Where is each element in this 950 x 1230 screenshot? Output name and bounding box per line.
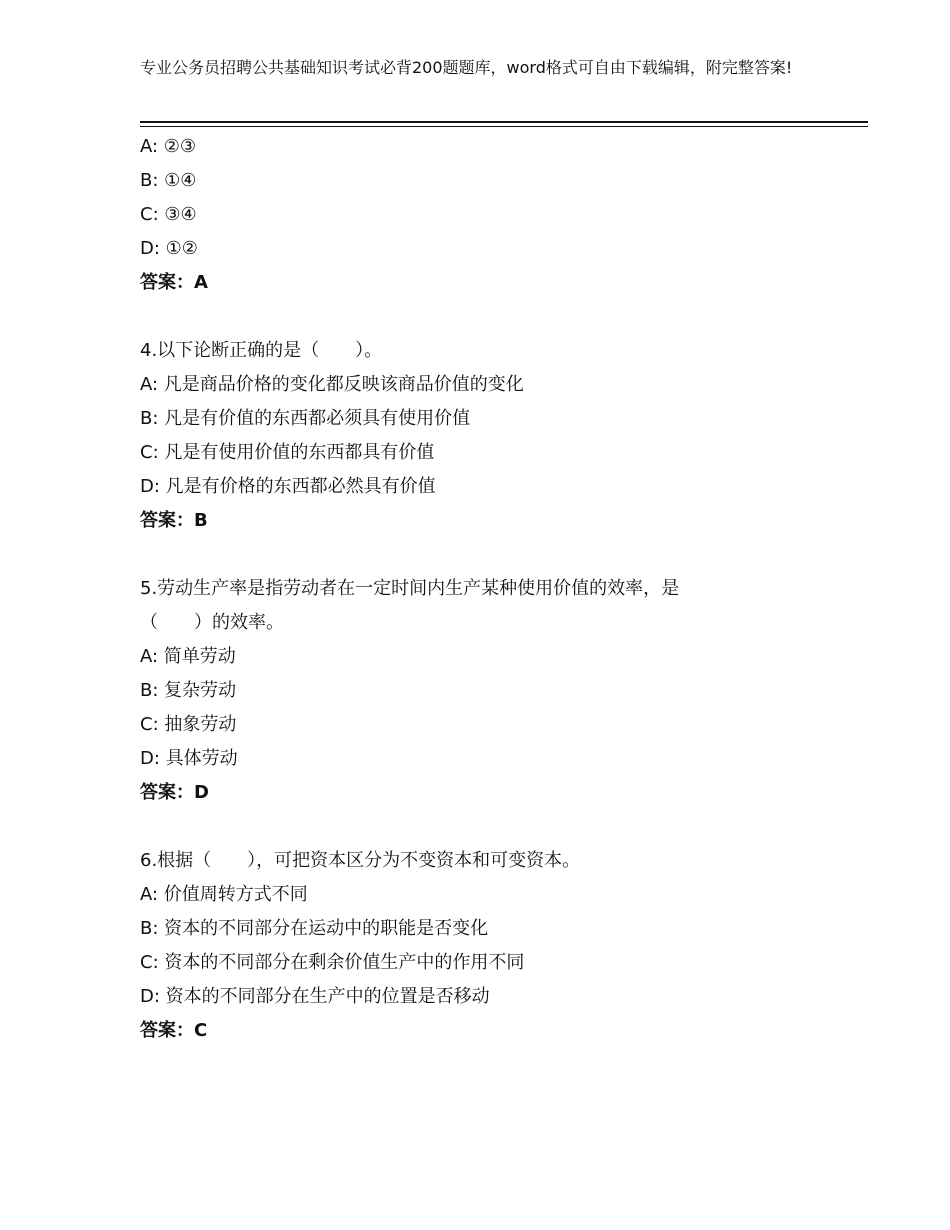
answer: 答案：D	[140, 782, 209, 803]
answer: 答案：A	[140, 272, 208, 293]
question-6	[140, 844, 840, 1048]
spacer	[140, 810, 840, 844]
spacer	[140, 538, 840, 572]
option-d: D: 具体劳动	[140, 748, 238, 769]
question-stem: 6.根据（ ），可把资本区分为不变资本和可变资本。	[140, 850, 581, 871]
option-b: B: 资本的不同部分在运动中的职能是否变化	[140, 918, 489, 939]
question-list	[140, 130, 840, 1048]
option-c: C: 资本的不同部分在剩余价值生产中的作用不同	[140, 952, 525, 973]
option-a: A: 价值周转方式不同	[140, 884, 308, 905]
header-rule-thick	[140, 121, 868, 123]
option-c: C: 凡是有使用价值的东西都具有价值	[140, 442, 435, 463]
option-c: C: ③④	[140, 204, 197, 225]
question-stem-line-1: 5.劳动生产率是指劳动者在一定时间内生产某种使用价值的效率，是	[140, 578, 680, 599]
question-5	[140, 572, 840, 810]
question-3-tail	[140, 130, 840, 300]
option-d: D: 资本的不同部分在生产中的位置是否移动	[140, 986, 490, 1007]
option-c: C: 抽象劳动	[140, 714, 237, 735]
answer: 答案：C	[140, 1020, 208, 1041]
question-stem: 4.以下论断正确的是（ ）。	[140, 340, 383, 361]
answer: 答案：B	[140, 510, 208, 531]
option-d: D: ①②	[140, 238, 198, 259]
document-header: 专业公务员招聘公共基础知识考试必背200题题库，word格式可自由下载编辑，附完整答案!	[140, 58, 793, 77]
option-b: B: 凡是有价值的东西都必须具有使用价值	[140, 408, 471, 429]
option-b: B: ①④	[140, 170, 197, 191]
option-a: A: 简单劳动	[140, 646, 236, 667]
option-b: B: 复杂劳动	[140, 680, 237, 701]
option-a: A: ②③	[140, 136, 197, 157]
question-4	[140, 334, 840, 538]
header-rule-thin	[140, 126, 868, 127]
question-stem-line-2: （ ）的效率。	[140, 612, 284, 633]
spacer	[140, 300, 840, 334]
option-a: A: 凡是商品价格的变化都反映该商品价值的变化	[140, 374, 524, 395]
option-d: D: 凡是有价格的东西都必然具有价值	[140, 476, 436, 497]
